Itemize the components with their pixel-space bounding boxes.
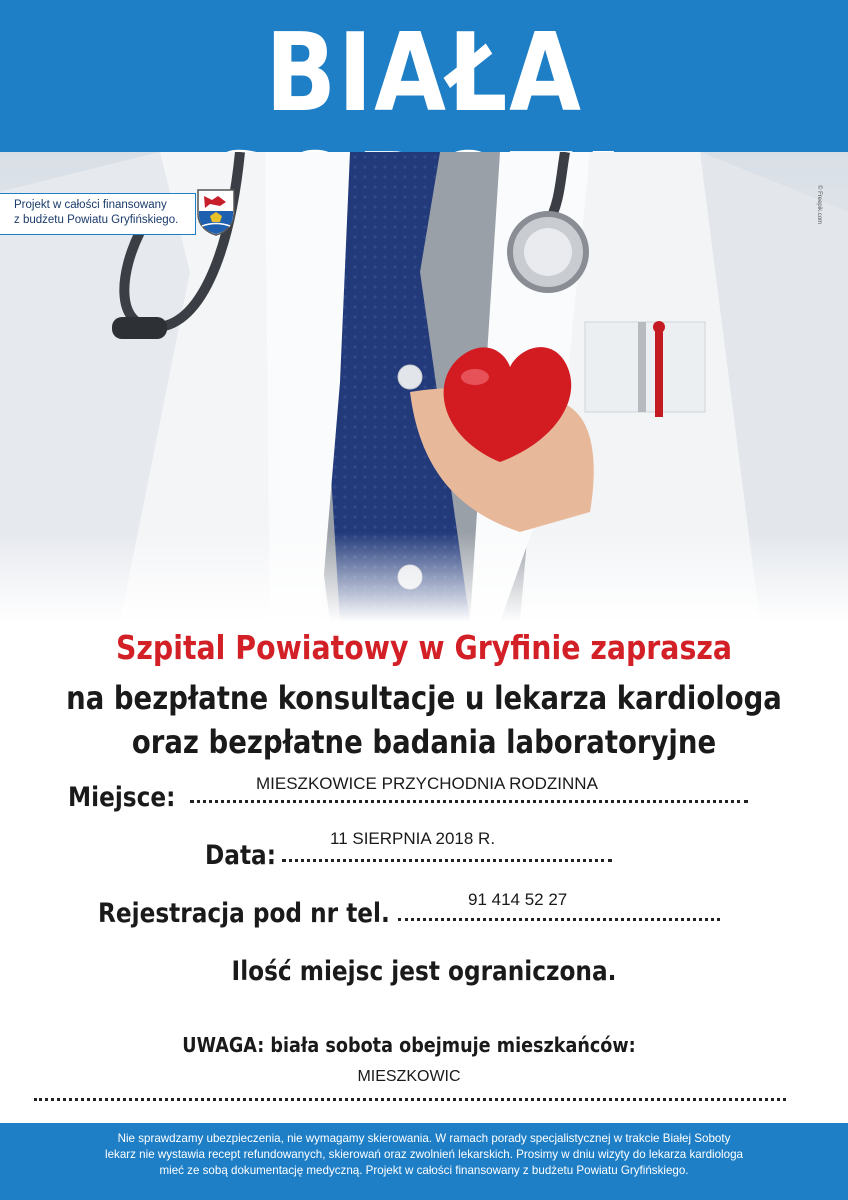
header-banner (0, 0, 848, 152)
date-value: 11 SIERPNIA 2018 R. (330, 829, 496, 848)
photo-fade (0, 532, 848, 622)
phone-value: 91 414 52 27 (468, 890, 568, 909)
phone-label: Rejestracja pod nr tel. (98, 898, 390, 929)
residents-value: MIESZKOWIC (357, 1068, 461, 1085)
footer-line3: mieć ze sobą dokumentację medyczną. Projekt w całości finansowany z budżetu Powiatu Gryfińskiego. (159, 1164, 689, 1177)
place-value: MIESZKOWICE PRZYCHODNIA RODZINNA (256, 774, 598, 793)
phone-dotted-line (398, 918, 720, 921)
hospital-invitation-heading: Szpital Powiatowy w Gryfinie zaprasza (115, 628, 733, 667)
date-label: Data: (205, 840, 277, 871)
consultation-heading: na bezpłatne konsultacje u lekarza kardiologa (66, 679, 782, 717)
limited-places-notice: Ilość miejsc jest ograniczona. (231, 956, 617, 987)
residents-dotted-line (34, 1098, 786, 1101)
poster-title: BIAŁA (265, 11, 583, 136)
project-note-line1: Projekt w całości finansowany (14, 199, 167, 211)
footer-line2: lekarz nie wystawia recept refundowanych, skierowań oraz zwolnień lekarskich. Prosimy w dniu wizyty do lekarza kardiologa (105, 1148, 743, 1161)
project-note-line2: z budżetu Powiatu Gryfińskiego. (14, 214, 179, 226)
date-dotted-line (282, 859, 612, 862)
photo-credit: © Freepik.com (816, 185, 822, 225)
place-label: Miejsce: (68, 782, 176, 813)
place-dotted-line (190, 800, 748, 803)
laboratory-heading: oraz bezpłatne badania laboratoryjne (131, 723, 717, 761)
county-crest-icon (196, 188, 236, 236)
project-funding-note (0, 193, 196, 235)
uwaga-notice: UWAGA: biała sobota obejmuje mieszkańców: (182, 1033, 636, 1057)
footer-disclaimer (0, 1123, 848, 1200)
footer-line1: Nie sprawdzamy ubezpieczenia, nie wymagamy skierowania. W ramach porady specjalistycznej w trakcie Białej Soboty (117, 1132, 731, 1145)
